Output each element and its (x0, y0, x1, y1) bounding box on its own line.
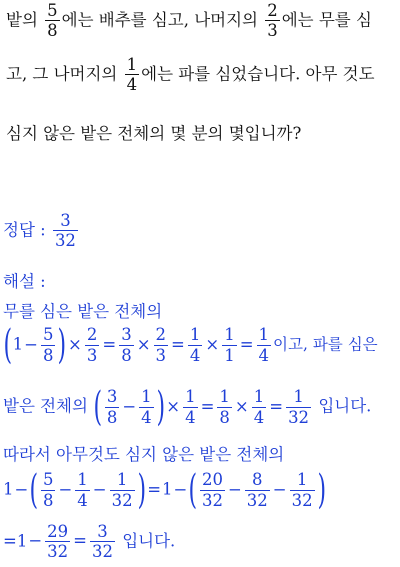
question-line-2 (6, 56, 375, 94)
paren-close: ) (156, 384, 165, 430)
text: 에는 배추를 심고, 나머지의 (61, 10, 258, 30)
paren-close: ) (137, 467, 146, 513)
denominator: 4 (258, 345, 270, 365)
denominator: 3 (267, 21, 278, 41)
operator: − (24, 334, 38, 354)
operator: × (205, 334, 220, 354)
numerator: 20 (201, 470, 223, 490)
text: 이고, 파를 심은 (273, 335, 378, 354)
denominator: 4 (126, 75, 138, 95)
operator: = (269, 396, 284, 416)
text: 밭의 (6, 10, 38, 30)
fraction (41, 326, 56, 364)
denominator: 4 (141, 407, 152, 427)
denominator: 8 (42, 345, 54, 365)
fraction (286, 388, 311, 426)
numerator: 2 (86, 325, 98, 345)
operator: × (166, 396, 181, 416)
fraction (125, 56, 140, 94)
number: 1 (16, 531, 28, 551)
question-line-3: 심지 않은 밭은 전체의 몇 분의 몇입니까? (6, 124, 302, 143)
denominator: 8 (121, 345, 132, 365)
numerator: 1 (116, 470, 128, 490)
fraction (217, 388, 232, 426)
fraction (245, 471, 270, 509)
explanation-line-6: 따라서 아무것도 심지 않은 밭은 전체의 (3, 445, 285, 464)
operator: − (92, 479, 107, 499)
denominator: 3 (86, 345, 98, 365)
denominator: 8 (219, 407, 230, 427)
answer-line (3, 212, 80, 250)
operator: − (272, 479, 287, 499)
fraction (45, 2, 60, 40)
fraction (85, 326, 100, 364)
operator: × (136, 334, 151, 354)
math-line-1 (3, 322, 378, 368)
operator: = (3, 531, 17, 551)
denominator: 4 (77, 490, 88, 510)
operator: − (173, 479, 188, 499)
numerator: 2 (267, 1, 278, 20)
operator: = (171, 334, 185, 354)
operator: = (147, 479, 162, 499)
fraction (41, 471, 56, 509)
denominator: 32 (201, 490, 223, 510)
math-line-2 (3, 384, 372, 430)
numerator: 1 (77, 470, 88, 490)
fraction (105, 388, 120, 426)
operator: = (73, 531, 87, 551)
fraction (90, 523, 115, 561)
denominator: 32 (54, 231, 76, 251)
number: 1 (12, 334, 24, 354)
denominator: 8 (106, 407, 118, 427)
numerator: 3 (121, 325, 132, 345)
paren-open: ( (93, 384, 103, 430)
text: 에는 무를 심 (281, 10, 372, 30)
numerator: 1 (189, 325, 201, 345)
fraction (75, 471, 90, 509)
fraction (154, 326, 169, 364)
text: 입니다. (122, 531, 176, 551)
denominator: 8 (42, 490, 54, 510)
numerator: 5 (42, 325, 54, 345)
numerator: 1 (224, 325, 235, 345)
denominator: 1 (224, 345, 235, 365)
numerator: 5 (47, 1, 58, 20)
operator: = (200, 396, 215, 416)
operator: − (28, 531, 43, 551)
answer-fraction (53, 212, 78, 250)
operator: × (68, 334, 82, 354)
number: 1 (3, 479, 14, 499)
numerator: 1 (258, 325, 270, 345)
paren-open: ( (29, 467, 39, 513)
numerator: 1 (296, 470, 308, 490)
operator: − (227, 479, 242, 499)
denominator: 32 (246, 490, 268, 510)
denominator: 32 (291, 490, 313, 510)
fraction (45, 523, 70, 561)
fraction (252, 388, 267, 426)
text: 에는 파를 심었습니다. 아무 것도 (141, 64, 375, 84)
operator: − (122, 396, 137, 416)
numerator: 29 (47, 522, 69, 541)
fraction (265, 2, 280, 40)
numerator: 3 (97, 522, 108, 541)
operator: = (239, 334, 254, 354)
question-line-1 (6, 2, 372, 40)
denominator: 32 (47, 542, 69, 562)
explanation-line-1: 무를 심은 밭은 전체의 (3, 302, 163, 321)
paren-open: ( (188, 467, 198, 513)
denominator: 8 (47, 21, 58, 41)
numerator: 3 (60, 211, 71, 230)
numerator: 1 (185, 387, 196, 407)
math-line-3 (3, 467, 326, 513)
fraction (110, 471, 135, 509)
operator: − (14, 479, 29, 499)
numerator: 2 (155, 325, 167, 345)
paren-close: ) (317, 467, 326, 513)
numerator: 1 (219, 387, 230, 407)
fraction (188, 326, 203, 364)
answer-label: 정답 : (3, 220, 46, 240)
numerator: 5 (42, 470, 54, 490)
text: 고, 그 나머지의 (6, 64, 118, 84)
numerator: 8 (252, 470, 263, 490)
fraction (257, 326, 272, 364)
text: 밭은 전체의 (3, 396, 88, 416)
numerator: 1 (141, 387, 152, 407)
text: 입니다. (318, 396, 372, 416)
denominator: 4 (253, 407, 265, 427)
fraction (200, 471, 225, 509)
denominator: 32 (288, 407, 310, 427)
operator: − (58, 479, 73, 499)
paren-open: ( (3, 322, 13, 368)
numerator: 1 (253, 387, 265, 407)
numerator: 3 (106, 387, 118, 407)
operator: × (234, 396, 249, 416)
numerator: 1 (293, 387, 304, 407)
number: 1 (162, 479, 173, 499)
fraction (290, 471, 315, 509)
operator: = (102, 334, 117, 354)
denominator: 32 (111, 490, 133, 510)
numerator: 1 (126, 55, 138, 74)
fraction (183, 388, 198, 426)
denominator: 4 (185, 407, 196, 427)
explanation-label: 해설 : (3, 272, 46, 291)
fraction (139, 388, 154, 426)
denominator: 3 (155, 345, 167, 365)
denominator: 4 (189, 345, 201, 365)
paren-close: ) (57, 322, 67, 368)
fraction (119, 326, 134, 364)
math-line-4 (3, 523, 175, 561)
denominator: 32 (91, 542, 113, 562)
fraction (222, 326, 237, 364)
